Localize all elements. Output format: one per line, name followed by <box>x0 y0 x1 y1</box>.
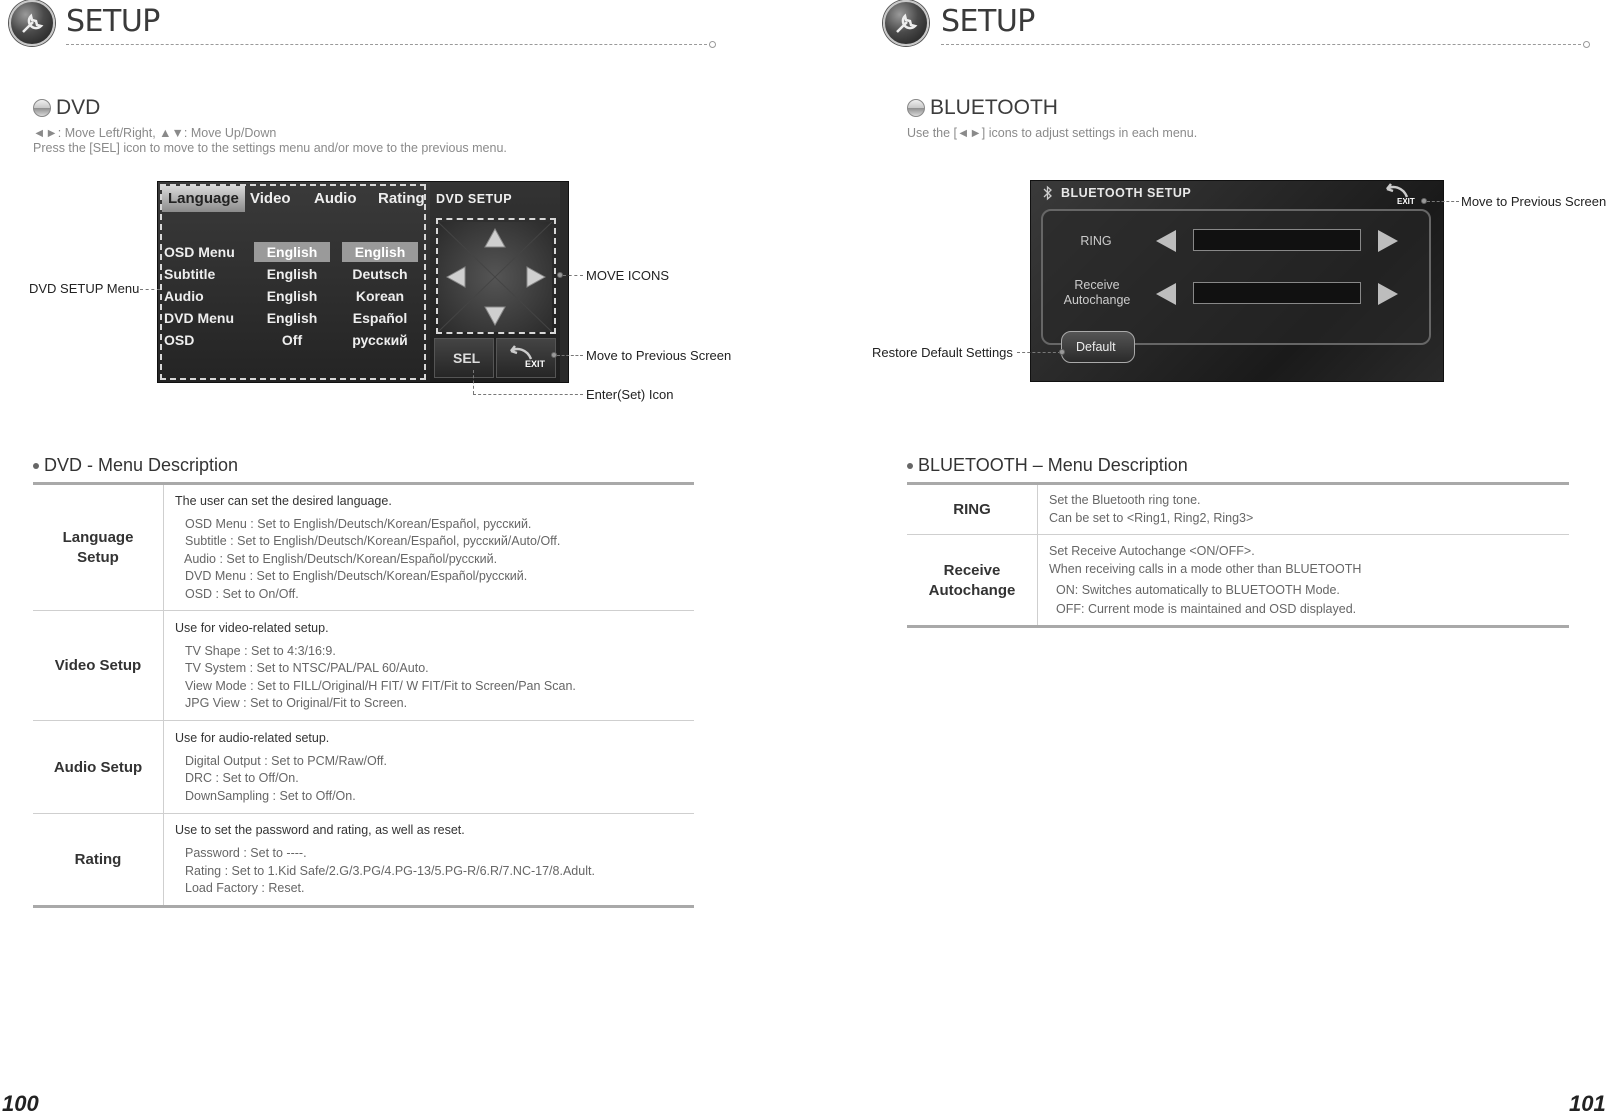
callout-restore-default: Restore Default Settings <box>872 345 1013 360</box>
callout-enter-icon: Enter(Set) Icon <box>586 387 674 402</box>
tab-rating[interactable]: Rating <box>378 190 425 207</box>
sel-button[interactable] <box>434 338 494 378</box>
table-row-divider <box>33 610 694 611</box>
receive-label-line: Receive <box>1074 278 1120 292</box>
section-title: DVD <box>56 96 101 119</box>
bluetooth-setup-title: BLUETOOTH SETUP <box>1061 186 1192 200</box>
exit-button[interactable] <box>496 338 556 378</box>
instruction-line: ◄►: Move Left/Right, ▲▼: Move Up/Down <box>33 126 277 140</box>
dvd-setup-screen <box>157 181 569 383</box>
callout-leader <box>473 370 474 394</box>
default-button[interactable] <box>1061 331 1135 363</box>
setup-logo-icon <box>9 0 55 46</box>
sel-label: SEL <box>453 350 481 366</box>
row-item: DVD Menu : Set to English/Deutsch/Korean/Español/русский. <box>185 569 528 583</box>
section-bullet-icon <box>33 99 51 117</box>
ring-left-arrow-icon[interactable] <box>1155 229 1177 253</box>
row-item: View Mode : Set to FILL/Original/H FIT/ W FIT/Fit to Screen/Pan Scan. <box>185 679 576 693</box>
dvd-setup-title: DVD SETUP <box>436 192 513 206</box>
row-item: OSD Menu : Set to English/Deutsch/Korean/Español, русский. <box>185 517 532 531</box>
instruction-line: Press the [SEL] icon to move to the settings menu and/or move to the previous menu. <box>33 141 507 155</box>
autochange-right-arrow-icon[interactable] <box>1377 282 1399 306</box>
table-bottom-rule <box>907 625 1569 628</box>
ring-right-arrow-icon[interactable] <box>1377 229 1399 253</box>
row-item: OFF: Current mode is maintained and OSD displayed. <box>1056 602 1357 616</box>
header-divider <box>941 44 1586 45</box>
section-title: BLUETOOTH <box>930 96 1058 119</box>
row-item: When receiving calls in a mode other than BLUETOOTH <box>1049 562 1362 576</box>
row-item: DRC : Set to Off/On. <box>185 771 299 785</box>
row-item: TV Shape : Set to 4:3/16:9. <box>185 644 336 658</box>
callout-move-icons: MOVE ICONS <box>586 268 670 283</box>
menu-row-label: DVD Menu <box>164 310 234 326</box>
page-number: 101 <box>1569 1091 1606 1113</box>
callout-leader <box>140 289 160 290</box>
move-icons-highlight <box>436 218 556 334</box>
row-head-language-setup <box>40 528 156 568</box>
table-column-divider <box>1037 485 1038 625</box>
header-divider-end <box>1583 41 1590 48</box>
table-bottom-rule <box>33 905 694 908</box>
page-title: SETUP <box>941 4 1035 39</box>
row-item: Audio : Set to English/Deutsch/Korean/Español/русский. <box>184 552 498 566</box>
menu-value[interactable]: Español <box>352 310 408 326</box>
table-row-divider <box>33 720 694 721</box>
header-divider <box>66 44 712 45</box>
menu-value[interactable]: Korean <box>355 288 405 304</box>
receive-label-line: Autochange <box>1063 293 1131 307</box>
menu-value[interactable]: English <box>342 242 418 262</box>
row-head-text: Receive Autochange <box>928 562 1016 599</box>
callout-leader <box>563 275 583 276</box>
row-description: Use to set the password and rating, as well as reset. <box>175 823 465 837</box>
callout-dvd-setup-menu: DVD SETUP Menu <box>29 281 140 296</box>
bluetooth-setup-screen <box>1030 180 1444 382</box>
menu-row-label: Subtitle <box>164 266 216 282</box>
row-item: JPG View : Set to Original/Fit to Screen. <box>185 696 408 710</box>
menu-row-label: OSD Menu <box>164 244 235 260</box>
tab-language[interactable]: Language <box>162 186 245 212</box>
bullet-icon <box>907 463 913 469</box>
row-item: Load Factory : Reset. <box>185 881 305 895</box>
row-head-video-setup <box>40 656 156 676</box>
tab-audio[interactable]: Audio <box>314 190 357 207</box>
setup-logo-icon <box>883 0 929 46</box>
callout-leader <box>473 394 583 395</box>
row-head-receive-autochange <box>914 561 1030 601</box>
menu-value[interactable]: English <box>266 266 318 282</box>
row-item: Set the Bluetooth ring tone. <box>1049 493 1201 507</box>
callout-move-previous: Move to Previous Screen <box>586 348 732 363</box>
table-title-text: DVD - Menu Description <box>44 455 239 475</box>
menu-value[interactable]: русский <box>352 332 408 348</box>
table-row-divider <box>907 534 1569 535</box>
menu-value[interactable]: English <box>266 288 318 304</box>
row-description: The user can set the desired language. <box>175 494 392 508</box>
row-head-text: RING <box>953 501 991 518</box>
menu-value[interactable]: Deutsch <box>352 266 408 282</box>
tab-video[interactable]: Video <box>250 190 291 207</box>
row-head-text: Rating <box>74 851 122 868</box>
callout-pin <box>1059 349 1065 355</box>
default-label: Default <box>1076 340 1116 354</box>
table-top-rule <box>907 482 1569 485</box>
row-item: ON: Switches automatically to BLUETOOTH Mode. <box>1056 583 1340 597</box>
row-item: Can be set to <Ring1, Ring2, Ring3> <box>1049 511 1254 525</box>
ring-value-field[interactable] <box>1193 229 1361 251</box>
ring-label: RING <box>1080 234 1112 248</box>
receive-autochange-label <box>1055 278 1139 308</box>
header-divider-end <box>709 41 716 48</box>
row-head-text: Video Setup <box>54 657 142 674</box>
table-column-divider <box>163 485 164 906</box>
callout-move-previous: Move to Previous Screen <box>1461 194 1606 209</box>
page-number: 100 <box>2 1091 39 1113</box>
table-title <box>907 455 1188 476</box>
row-head-ring <box>914 500 1030 520</box>
row-item: Subtitle : Set to English/Deutsch/Korean/Español, русский/Auto/Off. <box>185 534 561 548</box>
section-bullet-icon <box>907 99 925 117</box>
row-head-audio-setup <box>40 758 156 778</box>
row-head-text: Language Setup <box>62 529 134 566</box>
row-description: Use for video-related setup. <box>175 621 329 635</box>
row-item: Password : Set to ----. <box>185 846 307 860</box>
autochange-left-arrow-icon[interactable] <box>1155 282 1177 306</box>
menu-row-label: OSD <box>164 332 195 348</box>
bullet-icon <box>33 463 39 469</box>
autochange-value-field[interactable] <box>1193 282 1361 304</box>
page-title: SETUP <box>66 4 160 39</box>
callout-leader <box>1017 352 1061 353</box>
menu-value[interactable]: English <box>266 310 318 326</box>
row-item: TV System : Set to NTSC/PAL/PAL 60/Auto. <box>185 661 429 675</box>
row-item: DownSampling : Set to Off/On. <box>185 789 356 803</box>
row-item: Set Receive Autochange <ON/OFF>. <box>1049 544 1255 558</box>
table-title-text: BLUETOOTH – Menu Description <box>918 455 1188 475</box>
menu-row-label: Audio <box>164 288 204 304</box>
exit-label: EXIT <box>1397 197 1415 206</box>
table-top-rule <box>33 482 694 485</box>
row-head-rating <box>40 850 156 870</box>
menu-value[interactable]: Off <box>281 332 303 348</box>
row-head-text: Audio Setup <box>53 759 143 776</box>
row-item: OSD : Set to On/Off. <box>185 587 299 601</box>
row-item: Rating : Set to 1.Kid Safe/2.G/3.PG/4.PG-13/5.PG-R/6.R/7.NC-17/8.Adult. <box>185 864 595 878</box>
table-title <box>33 455 238 476</box>
dvd-control-panel <box>430 182 560 382</box>
callout-leader <box>1427 201 1459 202</box>
dvd-menu-highlight <box>160 184 426 380</box>
bluetooth-icon <box>1043 185 1053 201</box>
instruction-line: Use the [◄►] icons to adjust settings in each menu. <box>907 126 1198 140</box>
row-description: Use for audio-related setup. <box>175 731 330 745</box>
callout-leader <box>557 355 583 356</box>
table-row-divider <box>33 813 694 814</box>
menu-value[interactable]: English <box>254 242 330 262</box>
exit-label: EXIT <box>525 359 546 369</box>
row-item: Digital Output : Set to PCM/Raw/Off. <box>185 754 387 768</box>
